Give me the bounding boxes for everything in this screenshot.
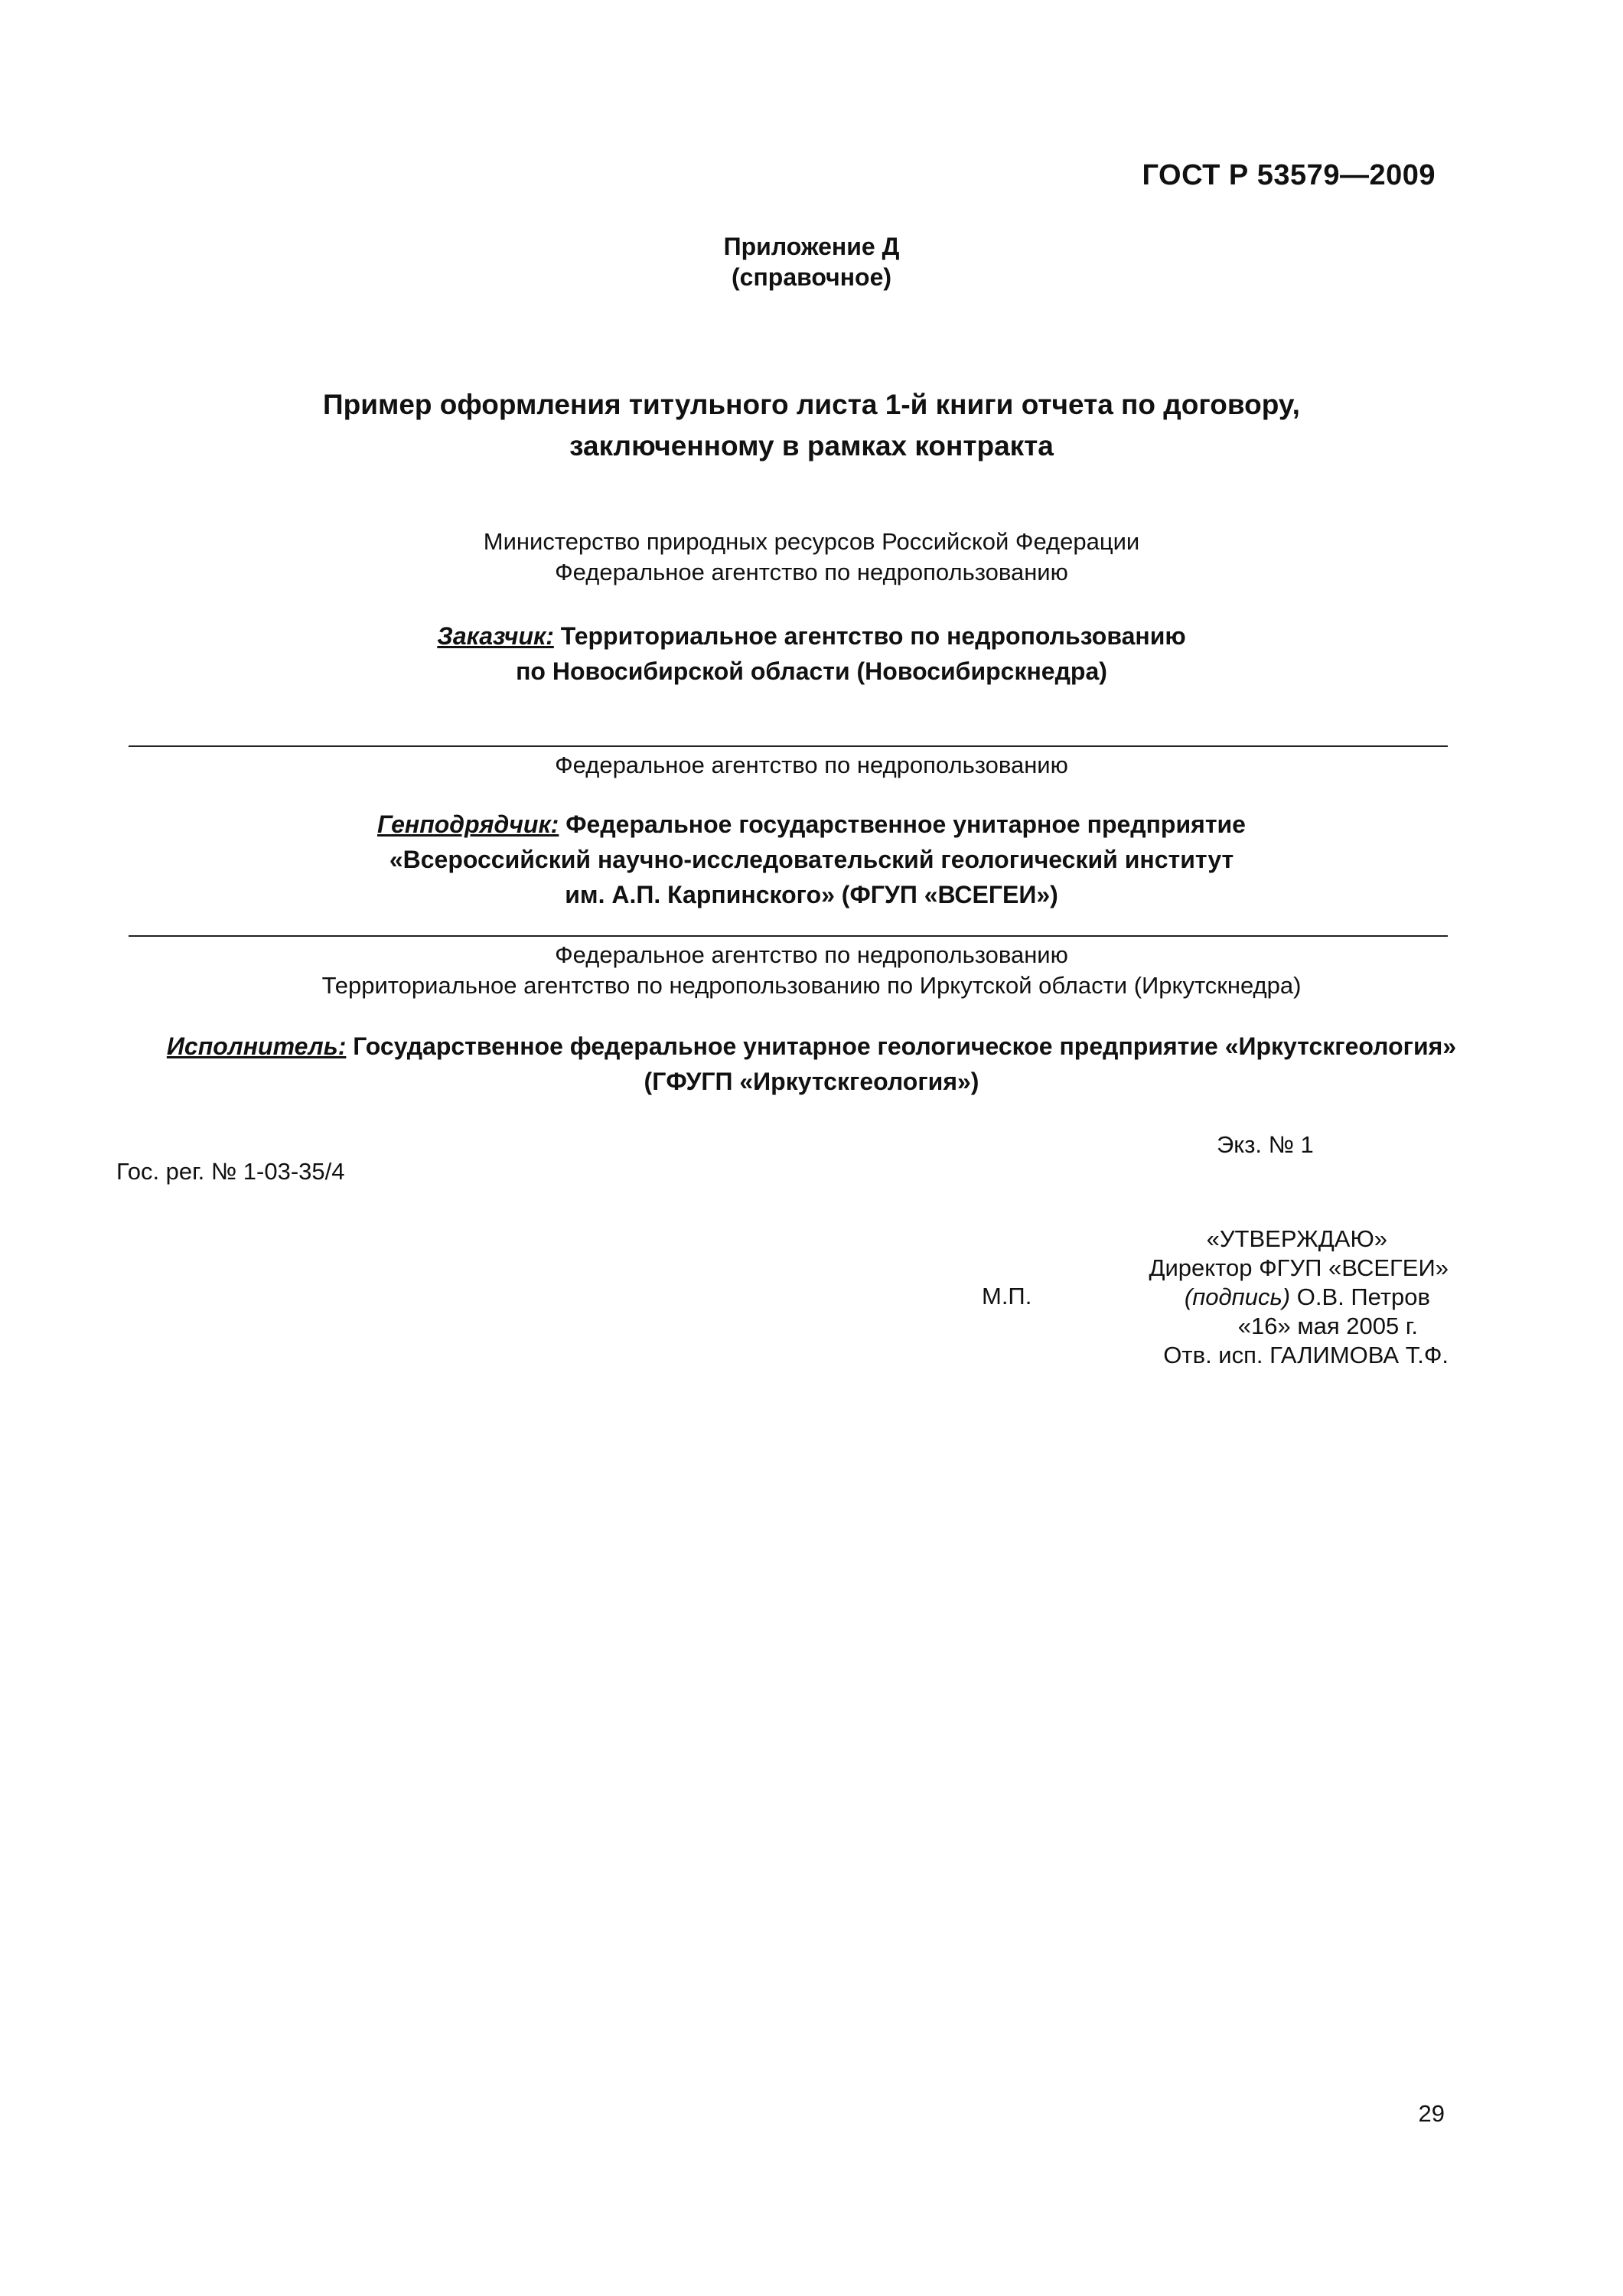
approver-name: О.В. Петров — [1290, 1283, 1430, 1310]
approval-heading: «УТВЕРЖДАЮ» — [1206, 1225, 1387, 1252]
contractor-block — [0, 807, 1623, 912]
executor-line-1 — [0, 1029, 1623, 1064]
registration-number: Гос. рег. № 1-03-35/4 — [116, 1158, 345, 1185]
customer-line-2: по Новосибирской области (Новосибирскнедра) — [516, 657, 1107, 685]
ministry-line-2: Федеральное агентство по недропользованию — [555, 559, 1068, 585]
executor-role-label: Исполнитель: — [166, 1032, 347, 1060]
contractor-line-3: им. А.П. Карпинского» (ФГУП «ВСЕГЕИ») — [565, 881, 1058, 908]
customer-name-1: Территориальное агентство по недропользованию — [553, 622, 1186, 650]
contractor-role-label: Генподрядчик: — [377, 810, 559, 838]
divider-2 — [129, 935, 1448, 937]
approval-position: Директор ФГУП «ВСЕГЕИ» — [1149, 1254, 1449, 1281]
approval-date: «16» мая 2005 г. — [1237, 1313, 1418, 1339]
approval-signature-line — [1149, 1283, 1449, 1312]
appendix-label: Приложение Д — [723, 233, 900, 260]
contractor-line-1 — [0, 807, 1623, 842]
executor-block — [0, 1029, 1623, 1099]
ministry-line-1: Министерство природных ресурсов Российской Федерации — [483, 528, 1140, 555]
executor-name-1: Государственное федеральное унитарное геологическое предприятие «Иркутскгеология» — [346, 1032, 1457, 1060]
page-title — [0, 384, 1623, 467]
customer-role-label: Заказчик: — [437, 622, 554, 650]
signature-placeholder: (подпись) — [1184, 1283, 1291, 1310]
stamp-place-label: М.П. — [982, 1283, 1032, 1309]
approval-block — [1149, 1225, 1449, 1370]
title-line-2: заключенному в рамках контракта — [569, 430, 1054, 461]
responsible-executor: Отв. исп. ГАЛИМОВА Т.Ф. — [1163, 1342, 1449, 1368]
appendix-heading — [0, 231, 1623, 292]
section3-block — [0, 940, 1623, 1001]
page-number: 29 — [1418, 2100, 1445, 2127]
customer-line-1 — [0, 618, 1623, 654]
executor-line-2: (ГФУГП «Иркутскгеология») — [644, 1068, 979, 1095]
appendix-kind: (справочное) — [731, 263, 892, 291]
ministry-block — [0, 527, 1623, 588]
title-line-1: Пример оформления титульного листа 1-й книги отчета по договору, — [323, 389, 1300, 420]
standard-designation: ГОСТ Р 53579—2009 — [1142, 159, 1436, 191]
section3-agency: Федеральное агентство по недропользованию — [555, 941, 1068, 968]
section2-agency: Федеральное агентство по недропользованию — [555, 752, 1068, 778]
section3-territorial: Территориальное агентство по недропользованию по Иркутской области (Иркутскнедра) — [321, 972, 1302, 999]
divider-1 — [129, 745, 1448, 747]
customer-block — [0, 618, 1623, 689]
copy-number: Экз. № 1 — [1217, 1131, 1314, 1158]
contractor-line-2: «Всероссийский научно-исследовательский геологический институт — [389, 846, 1234, 873]
contractor-name-1: Федеральное государственное унитарное предприятие — [559, 810, 1246, 838]
